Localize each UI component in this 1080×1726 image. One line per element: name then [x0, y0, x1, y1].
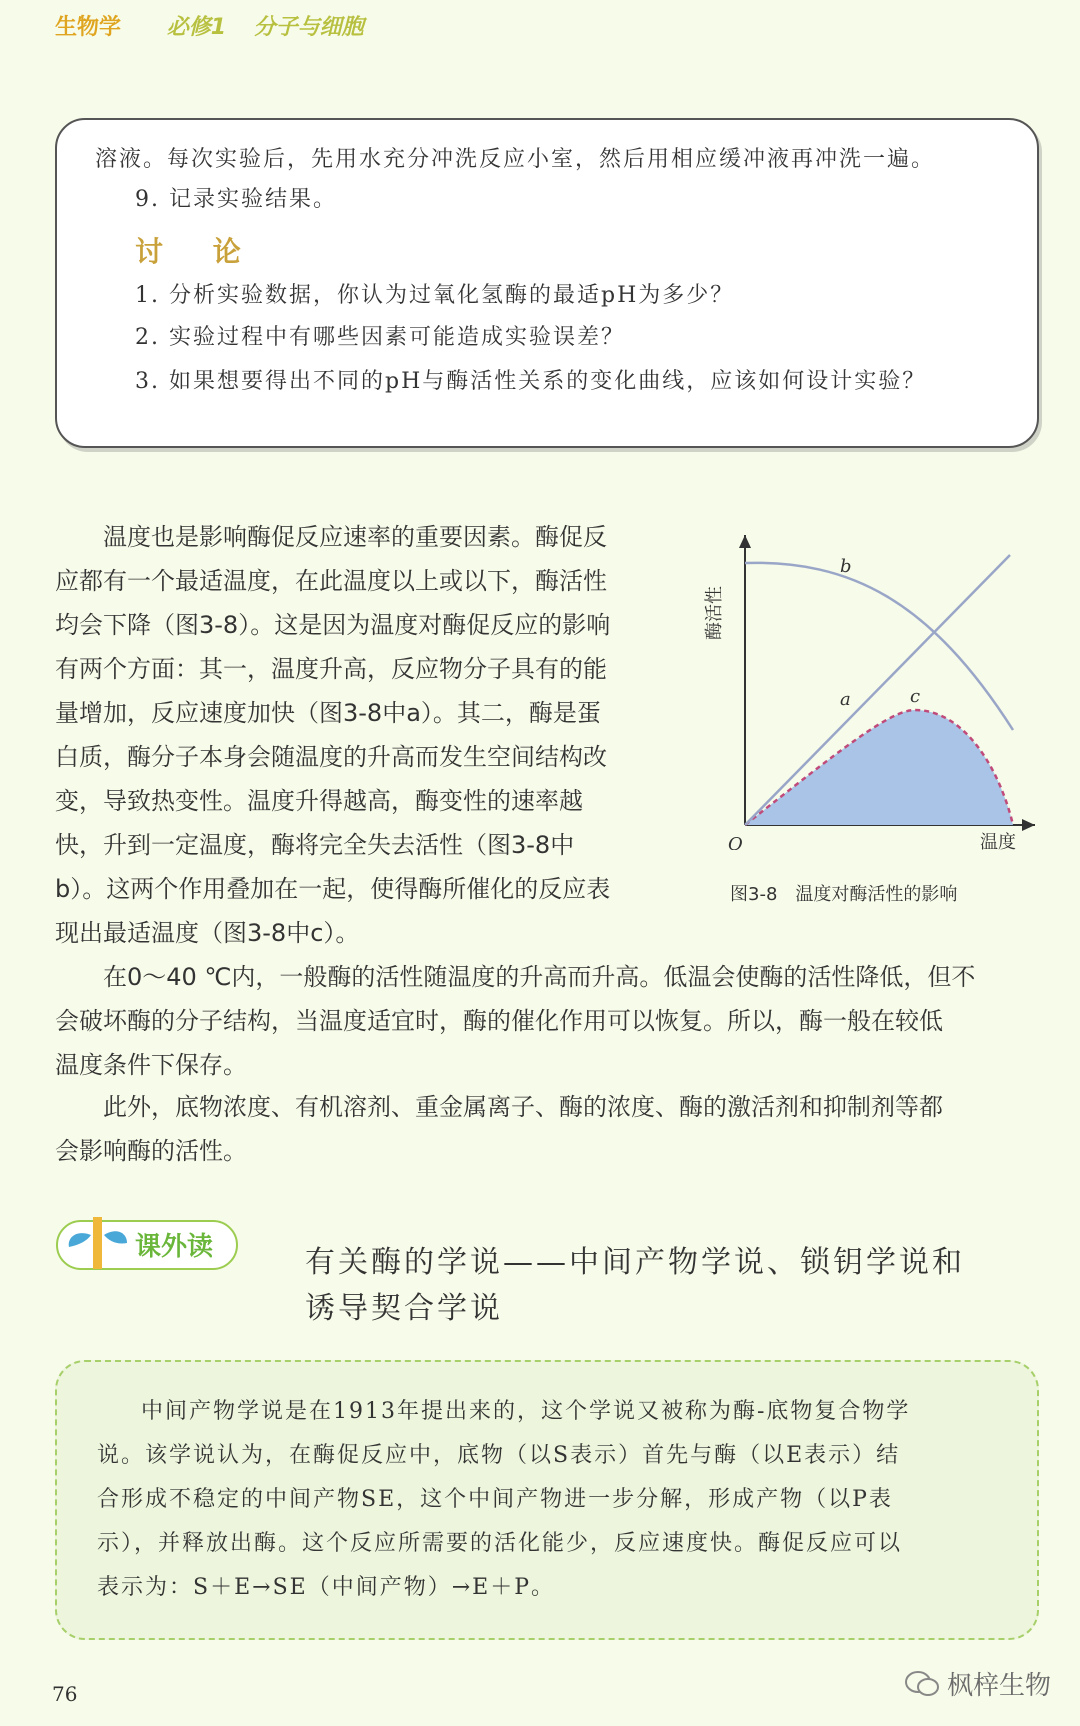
text-line: 温度条件下保存。 — [55, 1051, 247, 1079]
text-line: 在0～40 ℃内，一般酶的活性随温度的升高而升高。低温会使酶的活性降低，但不 — [103, 963, 976, 991]
text-line: 有两个方面：其一，温度升高，反应物分子具有的能 — [55, 655, 607, 683]
book-title: 必修1 — [166, 15, 226, 40]
watermark-text: 枫梓生物 — [947, 1671, 1052, 1701]
title-line: 有关酶的学说——中间产物学说、锁钥学说和 — [305, 1245, 965, 1280]
chapter-title: 分子与细胞 — [253, 15, 364, 40]
extra-reading-text — [97, 1390, 1007, 1610]
y-axis-label: 酶活性 — [704, 586, 725, 640]
discussion-question-2: 2. 实验过程中有哪些因素可能造成实验误差？ — [135, 325, 625, 350]
text-line: 表示为：S＋E→SE（中间产物）→E＋P。 — [97, 1575, 555, 1600]
page-number: 76 — [52, 1682, 78, 1706]
discussion-question-3: 3. 如果想要得出不同的pH与酶活性关系的变化曲线，应该如何设计实验？ — [135, 369, 927, 394]
experiment-box — [55, 118, 1039, 448]
badge-label: 课外读 — [135, 1232, 214, 1262]
text-line: 温度也是影响酶促反应速率的重要因素。酶促反 — [103, 523, 607, 551]
body-paragraph-1 — [55, 515, 685, 955]
text-line: b）。这两个作用叠加在一起，使得酶所催化的反应表 — [55, 875, 611, 903]
wechat-icon — [905, 1670, 939, 1698]
watermark — [905, 1665, 1051, 1702]
x-axis-arrow — [1022, 819, 1035, 831]
y-axis-arrow — [739, 535, 751, 548]
text-line: 应都有一个最适温度，在此温度以上或以下，酶活性 — [55, 567, 607, 595]
extra-reading-title — [305, 1240, 1045, 1332]
text-line: 示），并释放出酶。这个反应所需要的活化能少，反应速度快。酶促反应可以 — [97, 1531, 903, 1556]
subject-title: 生物学 — [55, 15, 122, 40]
text-line: 此外，底物浓度、有机溶剂、重金属离子、酶的浓度、酶的激活剂和抑制剂等都 — [103, 1093, 943, 1121]
enzyme-temperature-figure — [700, 520, 1040, 850]
area-c — [745, 710, 1013, 825]
curve-b — [745, 563, 1013, 730]
text-line: 现出最适温度（图3-8中c）。 — [55, 919, 360, 947]
experiment-line-1: 溶液。每次实验后，先用水充分冲洗反应小室，然后用相应缓冲液再冲洗一遍。 — [95, 147, 936, 172]
text-line: 说。该学说认为，在酶促反应中，底物（以S表示）首先与酶（以E表示）结 — [97, 1443, 901, 1468]
body-paragraph-3 — [55, 1085, 1045, 1173]
text-line: 白质，酶分子本身会随温度的升高而发生空间结构改 — [55, 743, 607, 771]
body-paragraph-2 — [55, 955, 1045, 1087]
text-line: 快，升到一定温度，酶将完全失去活性（图3-8中 — [55, 831, 575, 859]
experiment-line-2: 9. 记录实验结果。 — [135, 187, 337, 212]
x-axis-label: 温度 — [980, 832, 1016, 850]
page-header — [55, 10, 364, 41]
title-line: 诱导契合学说 — [305, 1291, 503, 1326]
discussion-question-1: 1. 分析实验数据，你认为过氧化氢酶的最适pH为多少？ — [135, 283, 735, 308]
text-line: 量增加，反应速度加快（图3-8中a）。其二，酶是蛋 — [55, 699, 601, 727]
curve-c-label: c — [910, 686, 921, 707]
text-line: 变，导致热变性。温度升得越高，酶变性的速率越 — [55, 787, 583, 815]
figure-caption: 图3-8 温度对酶活性的影响 — [730, 884, 958, 905]
curve-a-label: a — [840, 689, 851, 710]
text-line: 合形成不稳定的中间产物SE，这个中间产物进一步分解，形成产物（以P表 — [97, 1487, 893, 1512]
text-line: 均会下降（图3-8）。这是因为温度对酶促反应的影响 — [55, 611, 611, 639]
discussion-title: 讨 论 — [135, 235, 261, 268]
extra-reading-badge — [55, 1215, 240, 1273]
text-line: 会破坏酶的分子结构，当温度适宜时，酶的催化作用可以恢复。所以，酶一般在较低 — [55, 1007, 943, 1035]
pencil-icon — [93, 1217, 102, 1269]
curve-b-label: b — [840, 556, 852, 577]
text-line: 中间产物学说是在1913年提出来的，这个学说又被称为酶-底物复合物学 — [141, 1399, 911, 1424]
origin-label: O — [728, 834, 743, 850]
text-line: 会影响酶的活性。 — [55, 1137, 247, 1165]
extra-reading-box — [55, 1360, 1039, 1640]
